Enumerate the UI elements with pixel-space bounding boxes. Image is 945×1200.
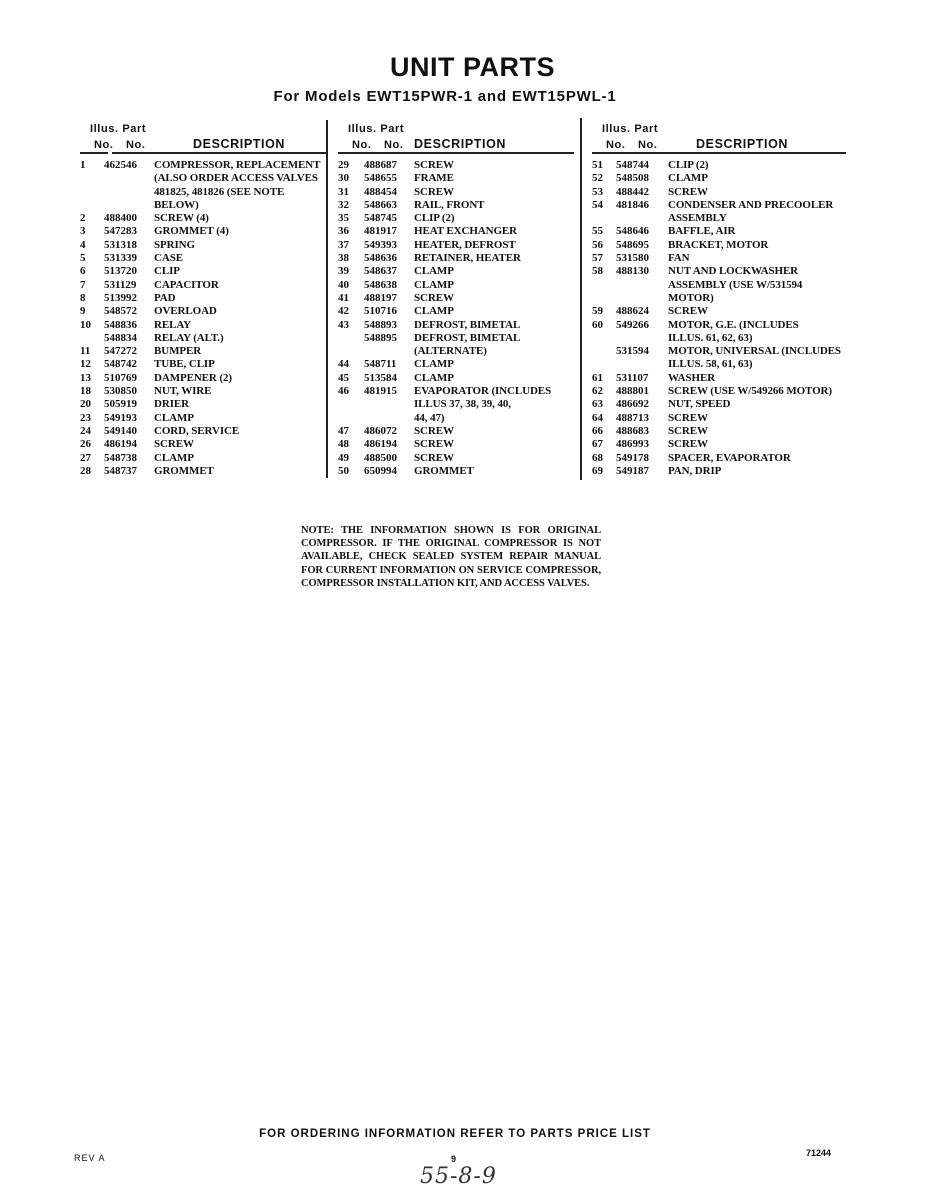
illus-number: 58	[592, 265, 603, 278]
header-rule	[112, 152, 328, 154]
part-description: BUMPER	[154, 345, 202, 358]
part-description: DAMPENER (2)	[154, 371, 232, 384]
part-number: 548893	[364, 318, 397, 331]
part-description: NUT AND LOCKWASHER ASSEMBLY (USE W/531594 MOTOR)	[668, 265, 803, 304]
illus-number: 31	[338, 185, 349, 198]
part-number: 530850	[104, 385, 137, 398]
part-number: 513992	[104, 291, 137, 304]
part-description: GROMMET	[414, 464, 474, 477]
part-number: 547283	[104, 225, 137, 238]
part-number: 486072	[364, 424, 397, 437]
part-description: DRIER	[154, 398, 189, 411]
parts-row	[338, 159, 576, 172]
parts-list	[592, 159, 854, 478]
parts-row	[80, 385, 328, 398]
part-description: CLIP (2)	[414, 212, 455, 225]
header-illus-no: No.	[606, 139, 626, 151]
column-divider	[580, 118, 582, 480]
illus-number: 67	[592, 438, 603, 451]
illus-number: 7	[80, 278, 86, 291]
part-description: WASHER	[668, 371, 716, 384]
parts-row	[80, 425, 328, 438]
part-number: 488801	[616, 385, 649, 398]
part-description: BRACKET, MOTOR	[668, 238, 769, 251]
parts-row	[80, 212, 328, 225]
header-illus-no: No.	[352, 139, 372, 151]
part-number: 531580	[616, 252, 649, 265]
illus-number: 51	[592, 159, 603, 171]
part-number: 548638	[364, 278, 397, 291]
parts-row	[80, 292, 328, 305]
illus-number: 41	[338, 291, 349, 304]
parts-row	[592, 412, 854, 425]
parts-row	[592, 385, 854, 398]
header-illus-part: Illus. Part	[90, 123, 147, 135]
parts-row	[80, 265, 328, 278]
illus-number: 24	[80, 424, 91, 437]
illus-number: 36	[338, 225, 349, 238]
part-description: SCREW	[414, 185, 454, 198]
illus-number: 47	[338, 424, 349, 437]
illus-number: 2	[80, 212, 86, 225]
part-number: 549178	[616, 451, 649, 464]
part-number: 548636	[364, 252, 397, 265]
parts-row	[592, 398, 854, 411]
parts-row	[338, 372, 576, 385]
parts-row	[80, 225, 328, 238]
part-description: SCREW	[414, 424, 454, 437]
parts-row	[338, 305, 576, 318]
illus-number: 13	[80, 371, 91, 384]
part-description: CASE	[154, 252, 183, 265]
part-description: CORD, SERVICE	[154, 424, 240, 437]
parts-row	[592, 425, 854, 438]
illus-number: 26	[80, 438, 91, 451]
parts-row	[592, 159, 854, 172]
part-description: MOTOR, UNIVERSAL (INCLUDES ILLUS. 58, 61, 63)	[668, 345, 841, 371]
illus-number: 59	[592, 305, 603, 318]
header-illus-part: Illus. Part	[602, 123, 659, 135]
illus-number: 39	[338, 265, 349, 278]
part-number: 488130	[616, 265, 649, 278]
header-description: DESCRIPTION	[696, 137, 789, 151]
part-number: 548745	[364, 212, 397, 225]
parts-row	[80, 452, 328, 465]
illus-number: 4	[80, 238, 86, 251]
parts-row	[80, 438, 328, 451]
part-description: GROMMET	[154, 464, 214, 477]
parts-row	[592, 265, 854, 305]
parts-list	[80, 159, 328, 478]
part-description: SCREW (4)	[154, 212, 209, 225]
illus-number: 18	[80, 385, 91, 398]
revision-label: REV A	[74, 1153, 106, 1163]
parts-row	[80, 398, 328, 411]
part-number: 481917	[364, 225, 397, 238]
part-description: DEFROST, BIMETAL (ALTERNATE)	[414, 331, 521, 358]
part-description: CLAMP	[414, 371, 454, 384]
part-description: SCREW	[668, 305, 708, 318]
illus-number: 9	[80, 305, 86, 318]
part-number: 481846	[616, 198, 649, 211]
illus-number: 48	[338, 438, 349, 451]
parts-row	[338, 186, 576, 199]
parts-row	[592, 452, 854, 465]
part-number: 510716	[364, 305, 397, 318]
part-description: SCREW	[154, 438, 194, 451]
parts-row	[338, 358, 576, 371]
parts-row	[338, 212, 576, 225]
part-number: 488500	[364, 451, 397, 464]
part-description: CLAMP	[154, 411, 194, 424]
parts-column-1	[80, 120, 328, 478]
part-number: 548744	[616, 159, 649, 171]
part-number: 650994	[364, 464, 397, 477]
part-description: SCREW	[668, 411, 708, 424]
illus-number: 38	[338, 252, 349, 265]
part-description: BAFFLE, AIR	[668, 225, 736, 238]
part-number: 548742	[104, 358, 137, 371]
part-number: 481915	[364, 385, 397, 398]
illus-number: 55	[592, 225, 603, 238]
illus-number: 63	[592, 398, 603, 411]
header-part-no: No.	[126, 139, 146, 151]
page-number: 9	[451, 1154, 457, 1164]
part-number: 488713	[616, 411, 649, 424]
parts-row	[592, 305, 854, 318]
part-number: 486194	[104, 438, 137, 451]
compressor-note: NOTE: THE INFORMATION SHOWN IS FOR ORIGINAL COMPRESSOR. IF THE ORIGINAL COMPRESSOR IS NOT AVAILABLE, CHECK SEALED SYSTEM REPAIR MANUAL FOR CURRENT INFORMATION ON SERVICE COMPRESSOR, COMPRESSOR INSTALLATION KIT, AND ACCESS VALVES.	[301, 525, 601, 589]
part-number: 548663	[364, 198, 397, 211]
parts-row	[80, 465, 328, 478]
illus-number: 69	[592, 464, 603, 477]
part-number: 548895	[364, 331, 397, 344]
header-rule	[592, 152, 846, 154]
parts-column-3	[592, 120, 854, 478]
illus-number: 10	[80, 318, 91, 331]
illus-number: 43	[338, 318, 349, 331]
part-number: 486993	[616, 438, 649, 451]
models-subtitle: For Models EWT15PWR-1 and EWT15PWL-1	[273, 88, 617, 105]
part-description: MOTOR, G.E. (INCLUDES ILLUS. 61, 62, 63)	[668, 318, 799, 344]
illus-number: 8	[80, 291, 86, 304]
part-description: CLAMP	[414, 265, 454, 278]
part-number: 548655	[364, 172, 397, 185]
parts-row	[80, 358, 328, 371]
header-description: DESCRIPTION	[414, 137, 507, 151]
illus-number: 60	[592, 318, 603, 331]
parts-row	[592, 252, 854, 265]
part-number: 488197	[364, 291, 397, 304]
parts-row	[592, 186, 854, 199]
part-number: 488400	[104, 212, 137, 225]
part-description: PAD	[154, 291, 176, 304]
part-description: CAPACITOR	[154, 278, 219, 291]
illus-number: 49	[338, 451, 349, 464]
parts-row	[80, 319, 328, 332]
part-description: CLAMP	[414, 305, 454, 318]
part-description: SCREW	[414, 451, 454, 464]
part-number: 548695	[616, 238, 649, 251]
header-illus-part: Illus. Part	[348, 123, 405, 135]
part-number: 488454	[364, 185, 397, 198]
illus-number: 40	[338, 278, 349, 291]
header-rule	[338, 152, 574, 154]
part-description: OVERLOAD	[154, 305, 217, 318]
part-description: SPACER, EVAPORATOR	[668, 451, 791, 464]
part-number: 513584	[364, 371, 397, 384]
part-description: GROMMET (4)	[154, 225, 229, 238]
part-description: NUT, SPEED	[668, 398, 731, 411]
part-number: 548836	[104, 318, 137, 331]
part-description: FRAME	[414, 172, 454, 185]
part-number: 548637	[364, 265, 397, 278]
part-description: SCREW (USE W/549266 MOTOR)	[668, 385, 832, 398]
part-description: RELAY	[154, 318, 191, 331]
illus-number: 12	[80, 358, 91, 371]
parts-row	[338, 239, 576, 252]
part-number: 462546	[104, 159, 137, 171]
part-number: 531129	[104, 278, 137, 291]
ordering-footer: FOR ORDERING INFORMATION REFER TO PARTS PRICE LIST	[259, 1128, 651, 1140]
illus-number: 46	[338, 385, 349, 398]
part-number: 548711	[364, 358, 397, 371]
parts-row	[338, 252, 576, 265]
illus-number: 5	[80, 252, 86, 265]
illus-number: 61	[592, 371, 603, 384]
part-description: HEATER, DEFROST	[414, 238, 516, 251]
parts-row	[592, 225, 854, 238]
part-description: CLAMP	[154, 451, 194, 464]
parts-row	[592, 172, 854, 185]
part-number: 505919	[104, 398, 137, 411]
illus-number: 1	[80, 159, 86, 171]
parts-row	[338, 319, 576, 332]
part-description: NUT, WIRE	[154, 385, 212, 398]
part-description: CLIP (2)	[668, 159, 709, 171]
part-number: 549393	[364, 238, 397, 251]
illus-number: 45	[338, 371, 349, 384]
parts-row	[592, 239, 854, 252]
part-description: HEAT EXCHANGER	[414, 225, 518, 238]
part-description: CLAMP	[414, 278, 454, 291]
part-number: 548738	[104, 451, 137, 464]
parts-row	[80, 252, 328, 265]
part-number: 510769	[104, 371, 137, 384]
illus-number: 35	[338, 212, 349, 225]
parts-row	[80, 345, 328, 358]
part-number: 531318	[104, 238, 137, 251]
page-title: UNIT PARTS	[390, 52, 555, 82]
illus-number: 30	[338, 172, 349, 185]
part-number: 531594	[616, 345, 649, 358]
illus-number: 56	[592, 238, 603, 251]
parts-row	[338, 265, 576, 278]
parts-row	[80, 412, 328, 425]
part-description: RELAY (ALT.)	[154, 331, 224, 344]
illus-number: 62	[592, 385, 603, 398]
parts-row	[338, 279, 576, 292]
part-description: COMPRESSOR, REPLACEMENT (ALSO ORDER ACCESS VALVES 481825, 481826 (SEE NOTE BELOW)	[154, 159, 321, 211]
header-rule	[80, 152, 108, 154]
part-number: 488442	[616, 185, 649, 198]
part-number: 513720	[104, 265, 137, 278]
part-number: 547272	[104, 345, 137, 358]
part-number: 549187	[616, 464, 649, 477]
illus-number: 11	[80, 345, 91, 358]
part-number: 548508	[616, 172, 649, 185]
parts-row	[338, 292, 576, 305]
illus-number: 57	[592, 252, 603, 265]
illus-number: 66	[592, 424, 603, 437]
part-number: 531107	[616, 371, 649, 384]
parts-row	[338, 452, 576, 465]
column-header	[338, 120, 576, 154]
illus-number: 32	[338, 198, 349, 211]
part-description: SCREW	[414, 159, 454, 171]
part-number: 548834	[104, 331, 137, 344]
part-description: SPRING	[154, 238, 195, 251]
parts-row	[592, 438, 854, 451]
part-number: 548572	[104, 305, 137, 318]
parts-row	[80, 372, 328, 385]
part-description: FAN	[668, 252, 690, 265]
illus-number: 68	[592, 451, 603, 464]
header-part-no: No.	[384, 139, 404, 151]
parts-list	[338, 159, 576, 478]
column-header	[592, 120, 854, 154]
parts-row	[338, 438, 576, 451]
part-number: 488624	[616, 305, 649, 318]
part-description: SCREW	[668, 185, 708, 198]
part-number: 531339	[104, 252, 137, 265]
illus-number: 29	[338, 159, 349, 171]
parts-row	[80, 279, 328, 292]
parts-row	[338, 332, 576, 359]
illus-number: 28	[80, 464, 91, 477]
part-description: SCREW	[668, 438, 708, 451]
illus-number: 50	[338, 464, 349, 477]
illus-number: 37	[338, 238, 349, 251]
parts-row	[80, 239, 328, 252]
illus-number: 52	[592, 172, 603, 185]
parts-row	[338, 465, 576, 478]
part-description: SCREW	[414, 438, 454, 451]
part-description: DEFROST, BIMETAL	[414, 318, 521, 331]
part-description: SCREW	[414, 291, 454, 304]
part-number: 549140	[104, 424, 137, 437]
column-header	[80, 120, 328, 154]
part-number: 486194	[364, 438, 397, 451]
parts-row	[592, 199, 854, 226]
parts-row	[338, 425, 576, 438]
part-number: 488687	[364, 159, 397, 171]
parts-row	[338, 172, 576, 185]
parts-row	[80, 159, 328, 212]
illus-number: 64	[592, 411, 603, 424]
parts-row	[338, 385, 576, 425]
part-number: 548646	[616, 225, 649, 238]
parts-row	[338, 199, 576, 212]
part-description: CLIP	[154, 265, 180, 278]
illus-number: 27	[80, 451, 91, 464]
part-number: 549266	[616, 318, 649, 331]
part-description: RAIL, FRONT	[414, 198, 485, 211]
parts-row	[592, 465, 854, 478]
part-description: EVAPORATOR (INCLUDES ILLUS 37, 38, 39, 40, 44, 47)	[414, 385, 552, 424]
part-description: CLAMP	[668, 172, 708, 185]
part-description: TUBE, CLIP	[154, 358, 215, 371]
document-number: 71244	[806, 1148, 832, 1158]
part-description: RETAINER, HEATER	[414, 252, 521, 265]
part-description: PAN, DRIP	[668, 464, 722, 477]
parts-row	[592, 319, 854, 346]
header-description: DESCRIPTION	[193, 137, 286, 151]
illus-number: 53	[592, 185, 603, 198]
part-number: 486692	[616, 398, 649, 411]
parts-row	[80, 332, 328, 345]
illus-number: 3	[80, 225, 86, 238]
header-illus-no: No.	[94, 139, 114, 151]
part-number: 549193	[104, 411, 137, 424]
handwritten-annotation: 55-8-9	[420, 1164, 497, 1189]
parts-row	[592, 345, 854, 372]
part-number: 548737	[104, 464, 137, 477]
illus-number: 23	[80, 411, 91, 424]
part-description: CLAMP	[414, 358, 454, 371]
parts-column-2	[338, 120, 576, 478]
parts-row	[592, 372, 854, 385]
illus-number: 44	[338, 358, 349, 371]
parts-row	[80, 305, 328, 318]
illus-number: 54	[592, 198, 603, 211]
illus-number: 6	[80, 265, 86, 278]
part-number: 488683	[616, 424, 649, 437]
part-description: SCREW	[668, 424, 708, 437]
illus-number: 42	[338, 305, 349, 318]
illus-number: 20	[80, 398, 91, 411]
parts-row	[338, 225, 576, 238]
part-description: CONDENSER AND PRECOOLER ASSEMBLY	[668, 198, 834, 225]
header-part-no: No.	[638, 139, 658, 151]
